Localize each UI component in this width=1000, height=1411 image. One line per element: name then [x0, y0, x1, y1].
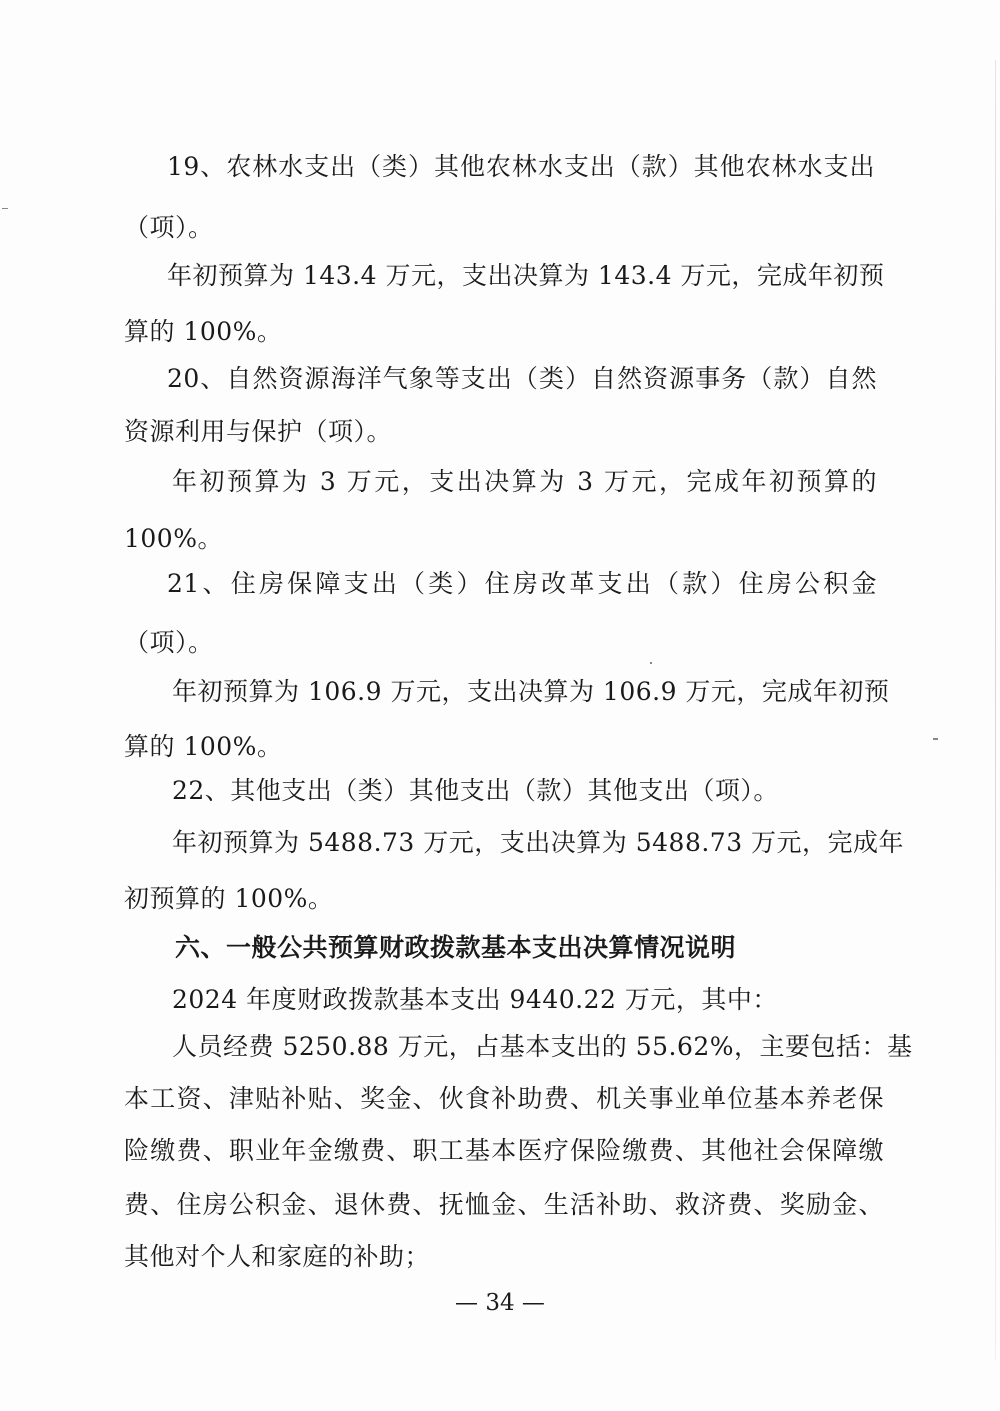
section-heading-six: 六、一般公共预算财政拨款基本支出决算情况说明 [175, 933, 737, 962]
page-number: — 34 — [455, 1290, 545, 1316]
paragraph-19-budget-line-2: 算的 100%。 [124, 317, 283, 346]
personnel-expenses-line-4: 费、住房公积金、退休费、抚恤金、生活补助、救济费、奖励金、 [124, 1190, 884, 1219]
paragraph-20-budget-line-1: 年初预算为 3 万元，支出决算为 3 万元，完成年初预算的 [172, 467, 877, 496]
personnel-expenses-line-1: 人员经费 5250.88 万元，占基本支出的 55.62%，主要包括：基 [172, 1032, 913, 1061]
scan-speck [650, 662, 652, 664]
paragraph-21-line-2: （项）。 [124, 628, 214, 657]
paragraph-21-budget-line-1: 年初预算为 106.9 万元，支出决算为 106.9 万元，完成年初预 [172, 677, 890, 706]
basic-expenditure-total: 2024 年度财政拨款基本支出 9440.22 万元，其中： [172, 985, 778, 1014]
scan-edge-line [995, 60, 996, 1360]
paragraph-19-line-2: （项）。 [124, 213, 214, 242]
personnel-expenses-line-2: 本工资、津贴补贴、奖金、伙食补助费、机关事业单位基本养老保 [124, 1084, 884, 1113]
paragraph-22-budget-line-1: 年初预算为 5488.73 万元，支出决算为 5488.73 万元，完成年 [172, 828, 905, 857]
personnel-expenses-line-3: 险缴费、职业年金缴费、职工基本医疗保险缴费、其他社会保障缴 [124, 1136, 884, 1165]
paragraph-20-line-2: 资源利用与保护（项）。 [124, 417, 393, 446]
paragraph-20-line-1: 20、自然资源海洋气象等支出（类）自然资源事务（款）自然 [167, 364, 877, 393]
personnel-expenses-line-5: 其他对个人和家庭的补助； [124, 1242, 431, 1271]
paragraph-19-line-1: 19、农林水支出（类）其他农林水支出（款）其他农林水支出 [167, 152, 875, 181]
scan-speck [2, 208, 8, 209]
paragraph-22-budget-line-2: 初预算的 100%。 [124, 884, 334, 913]
scan-speck [933, 738, 938, 740]
paragraph-20-budget-line-2: 100%。 [124, 524, 223, 553]
paragraph-21-budget-line-2: 算的 100%。 [124, 732, 283, 761]
paragraph-19-budget-line-1: 年初预算为 143.4 万元，支出决算为 143.4 万元，完成年初预 [167, 261, 885, 290]
paragraph-21-line-1: 21、住房保障支出（类）住房改革支出（款）住房公积金 [167, 569, 877, 598]
paragraph-22-line-1: 22、其他支出（类）其他支出（款）其他支出（项）。 [172, 776, 779, 805]
